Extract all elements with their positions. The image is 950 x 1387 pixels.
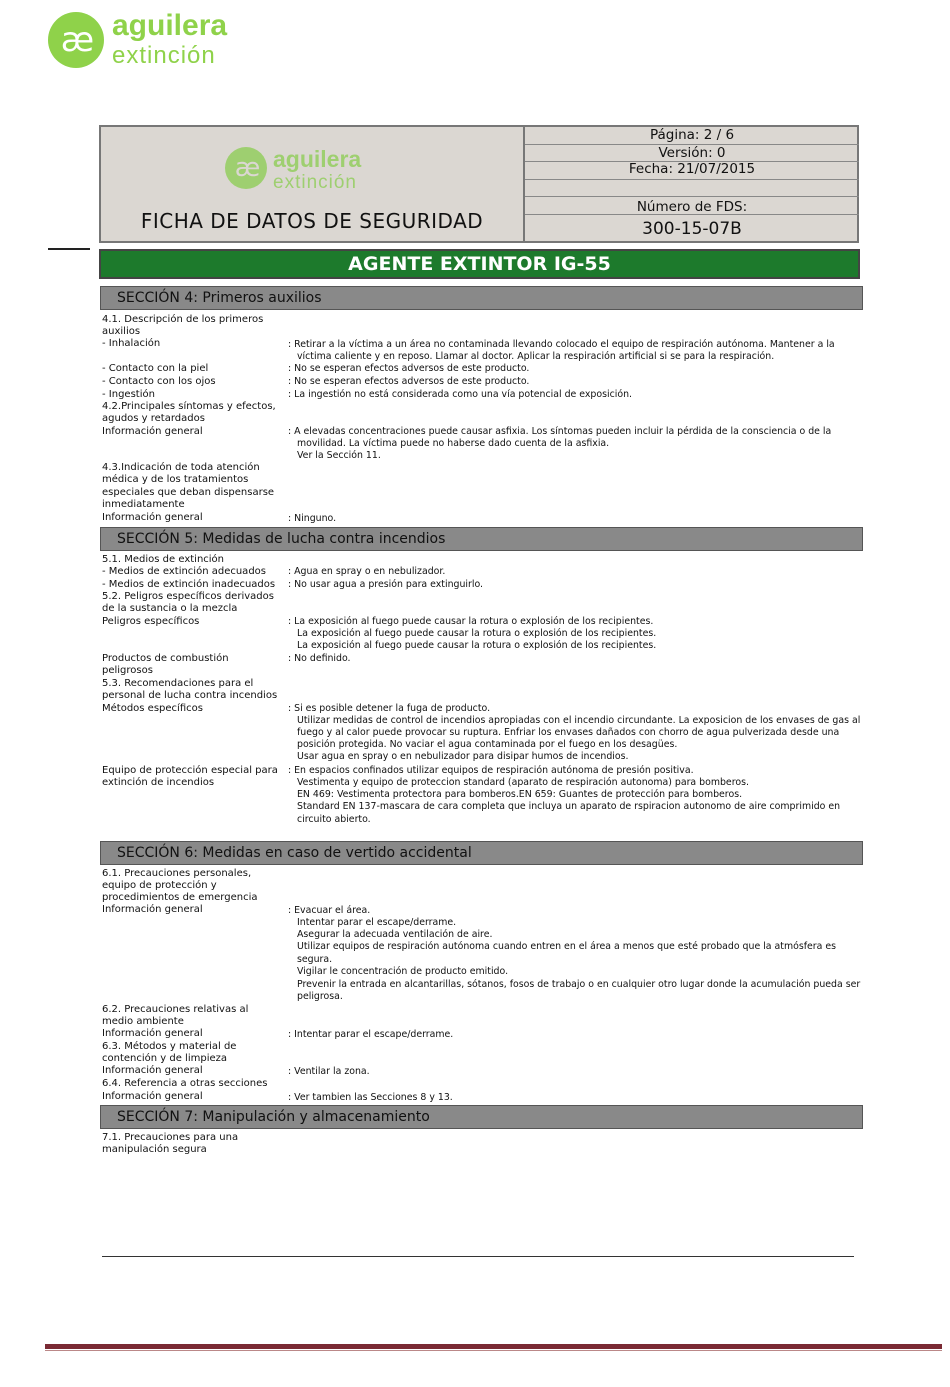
header-logo-subtitle: extinción	[273, 172, 357, 193]
s6-value: : Ver tambien las Secciones 8 y 13.	[288, 1092, 453, 1103]
version: Versión: 0	[525, 145, 859, 162]
s5-value: circuito abierto.	[297, 814, 371, 825]
document-header	[99, 125, 859, 243]
s5-value: Vestimenta y equipo de proteccion standard (aparato de respiración autonoma) para bomberos.	[297, 777, 749, 788]
s5-label: personal de lucha contra incendios	[102, 690, 278, 701]
s5-value: Utilizar medidas de control de incendios apropiadas con el incendio circundante. La exposicion de los envases de gas al	[297, 715, 861, 726]
s4-label: 4.2.Principales síntomas y efectos,	[102, 401, 276, 412]
s6-label: 6.3. Métodos y material de	[102, 1041, 237, 1052]
header-logo	[225, 145, 405, 197]
s4-label: Información general	[102, 512, 203, 523]
logo-mark-text: æ	[60, 20, 92, 60]
s6-label: equipo de protección y	[102, 880, 217, 891]
s5-value: Standard EN 137-mascara de cara completa que incluya un aparato de rspiracion autonomo de aire comprimido en	[297, 801, 841, 812]
s5-value: : Agua en spray o en nebulizador.	[288, 566, 446, 577]
s4-value: : Retirar a la víctima a un área no contaminada llevando colocado el equipo de respiración autónoma. Mantener a la	[288, 339, 835, 350]
s4-label: 4.3.Indicación de toda atención	[102, 462, 260, 473]
s4-value: víctima caliente y en reposo. Llamar al doctor. Aplicar la respiración artificial si se para la respiración.	[297, 351, 775, 362]
s6-value: peligrosa.	[297, 991, 343, 1002]
s6-value: : Evacuar el área.	[288, 905, 371, 916]
s6-label: procedimientos de emergencia	[102, 892, 258, 903]
s6-label: Información general	[102, 904, 203, 915]
s5-value: : No definido.	[288, 653, 351, 664]
s6-label: 6.1. Precauciones personales,	[102, 868, 252, 879]
s6-value: segura.	[297, 954, 333, 965]
company-logo	[48, 8, 248, 76]
fds-label: Número de FDS:	[525, 197, 859, 215]
footer-bar-shadow	[45, 1350, 942, 1351]
s6-label: medio ambiente	[102, 1016, 184, 1027]
logo-name: aguilera	[112, 9, 228, 42]
s6-value: : Ventilar la zona.	[288, 1066, 370, 1077]
s5-label: extinción de incendios	[102, 777, 215, 788]
s5-label: - Medios de extinción adecuados	[102, 566, 266, 577]
s5-label: Productos de combustión	[102, 653, 229, 664]
s4-value: : A elevadas concentraciones puede causar asfixia. Los síntomas pueden incluir la pérdida de la consciencia o de la	[288, 426, 832, 437]
header-left-panel	[101, 127, 525, 241]
s4-label: - Contacto con la piel	[102, 363, 209, 374]
s6-label: Información general	[102, 1065, 203, 1076]
s6-label: contención y de limpieza	[102, 1053, 228, 1064]
footer-bar	[45, 1344, 942, 1349]
s4-label: - Ingestión	[102, 389, 155, 400]
s6-label: 6.2. Precauciones relativas al	[102, 1004, 249, 1015]
fds-number: 300-15-07B	[642, 219, 742, 239]
document-date: Fecha: 21/07/2015	[525, 162, 859, 180]
page-number: Página: 2 / 6	[525, 127, 859, 145]
s5-value: La exposición al fuego puede causar la rotura o explosión de los recipientes.	[297, 640, 657, 651]
s5-label: Equipo de protección especial para	[102, 765, 278, 776]
header-empty-row	[525, 180, 859, 197]
s4-label: Información general	[102, 426, 203, 437]
s5-value: EN 469: Vestimenta protectora para bomberos.EN 659: Guantes de protección para bomberos.	[297, 789, 743, 800]
footer-divider	[102, 1256, 854, 1257]
section-4-header: SECCIÓN 4: Primeros auxilios	[100, 286, 863, 310]
s5-value: posición protegida. No vaciar el agua contaminada por el fuego en los desagües.	[297, 739, 678, 750]
s5-label: de la sustancia o la mezcla	[102, 603, 238, 614]
s6-value: Prevenir la entrada en alcantarillas, sótanos, fosos de trabajo o en cualquier otro lugar donde la acumulación pueda ser	[297, 979, 861, 990]
s4-value: Ver la Sección 11.	[297, 450, 381, 461]
s4-value: : Ninguno.	[288, 513, 337, 524]
s6-value: Asegurar la adecuada ventilación de aire.	[297, 929, 493, 940]
s5-value: : En espacios confinados utilizar equipos de respiración autónoma de presión positiva.	[288, 765, 694, 776]
s5-label: Métodos específicos	[102, 703, 203, 714]
s6-label: 6.4. Referencia a otras secciones	[102, 1078, 268, 1089]
header-logo-name: aguilera	[273, 146, 362, 172]
s4-label: - Inhalación	[102, 338, 161, 349]
s5-label: 5.2. Peligros específicos derivados	[102, 591, 274, 602]
product-banner	[99, 249, 860, 279]
s4-label: especiales que deban dispensarse	[102, 487, 275, 498]
s5-label: 5.1. Medios de extinción	[102, 554, 225, 565]
s5-value: : La exposición al fuego puede causar la rotura o explosión de los recipientes.	[288, 616, 654, 627]
s4-label: - Contacto con los ojos	[102, 376, 216, 387]
s6-label: Información general	[102, 1028, 203, 1039]
margin-dash	[48, 248, 90, 250]
s4-value: : No se esperan efectos adversos de este producto.	[288, 376, 530, 387]
s5-label: Peligros específicos	[102, 616, 200, 627]
s4-value: : La ingestión no está considerada como una vía potencial de exposición.	[288, 389, 633, 400]
s4-label: agudos y retardados	[102, 413, 205, 424]
s5-label: 5.3. Recomendaciones para el	[102, 678, 254, 689]
s5-value: : Si es posible detener la fuga de producto.	[288, 703, 491, 714]
document-title: FICHA DE DATOS DE SEGURIDAD	[140, 209, 484, 233]
s6-value: Vigilar le concentración de producto emitido.	[297, 966, 509, 977]
logo-subtitle: extinción	[112, 42, 216, 69]
s5-label: peligrosos	[102, 665, 153, 676]
section-6-header: SECCIÓN 6: Medidas en caso de vertido accidental	[100, 841, 863, 865]
s4-label: auxilios	[102, 326, 141, 337]
s5-label: - Medios de extinción inadecuados	[102, 579, 276, 590]
s5-value: : No usar agua a presión para extinguirlo.	[288, 579, 484, 590]
s5-value: fuego y al calor puede provocar su ruptura. Enfriar los envases dañados con chorro de agua pulverizada desde una	[297, 727, 840, 738]
s4-label: 4.1. Descripción de los primeros	[102, 314, 264, 325]
s5-value: Usar agua en spray o en nebulizador para disipar humos de incendios.	[297, 751, 629, 762]
section-7-header: SECCIÓN 7: Manipulación y almacenamiento	[100, 1105, 863, 1129]
section-5-header: SECCIÓN 5: Medidas de lucha contra incendios	[100, 527, 863, 551]
s4-label: médica y de los tratamientos	[102, 474, 249, 485]
s6-value: Intentar parar el escape/derrame.	[297, 917, 457, 928]
s7-label: manipulación segura	[102, 1144, 207, 1155]
s4-label: inmediatamente	[102, 499, 185, 510]
s6-label: Información general	[102, 1091, 203, 1102]
product-name: AGENTE EXTINTOR IG-55	[348, 253, 611, 275]
s4-value: movilidad. La víctima puede no haberse dado cuenta de la asfixia.	[297, 438, 610, 449]
s7-label: 7.1. Precauciones para una	[102, 1132, 239, 1143]
s6-value: Utilizar equipos de respiración autónoma cuando entren en el área a menos que esté probado que la atmósfera es	[297, 941, 836, 952]
header-logo-mark-text: æ	[234, 153, 258, 183]
header-meta-panel	[525, 127, 859, 241]
s6-value: : Intentar parar el escape/derrame.	[288, 1029, 454, 1040]
s4-value: : No se esperan efectos adversos de este producto.	[288, 363, 530, 374]
s5-value: La exposición al fuego puede causar la rotura o explosión de los recipientes.	[297, 628, 657, 639]
